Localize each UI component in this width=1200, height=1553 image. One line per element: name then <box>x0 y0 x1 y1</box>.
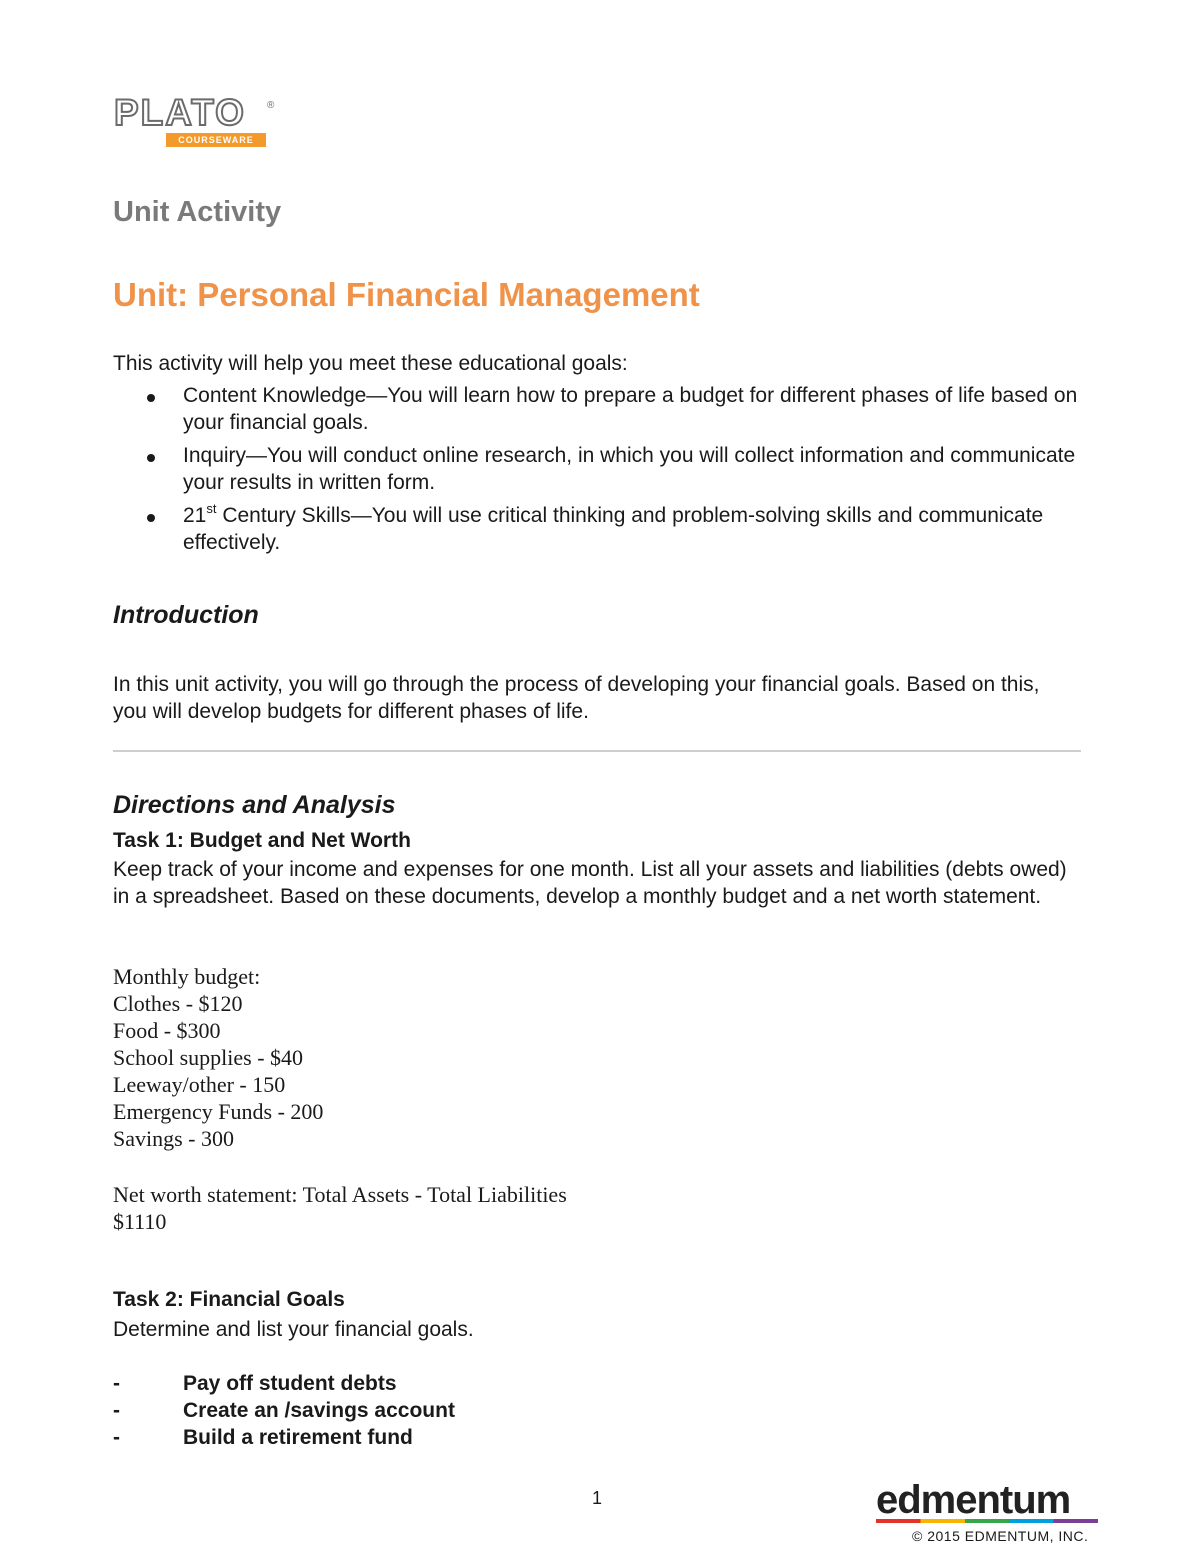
financial-goal-text: Pay off student debts <box>183 1372 397 1395</box>
section-heading: Unit Activity <box>113 196 282 228</box>
budget-item: Food - $300 <box>113 1018 221 1043</box>
plato-logo <box>114 92 276 150</box>
page-number: 1 <box>592 1488 603 1508</box>
goals-list <box>143 382 1083 562</box>
financial-goals-list <box>113 1370 455 1451</box>
task1-description: Keep track of your income and expenses for one month. List all your assets and liabilities (debts owed) in a spreadsheet. Based on these documents, develop a monthly budget and a net worth statement. <box>113 858 1067 908</box>
networth-label: Net worth statement: Total Assets - Total Liabilities <box>113 1182 567 1207</box>
goal-text: Inquiry—You will conduct online research, in which you will collect information and communicate your results in written form. <box>183 444 1076 494</box>
budget-item: School supplies - $40 <box>113 1045 304 1070</box>
copyright: © 2015 EDMENTUM, INC. <box>912 1528 1089 1544</box>
goal-superscript: st <box>206 501 217 516</box>
registered-mark: ® <box>267 100 275 111</box>
goals-intro: This activity will help you meet these educational goals: <box>113 352 628 375</box>
logo-wordmark: PLATO <box>114 92 246 133</box>
financial-goal-item <box>113 1397 455 1424</box>
logo-badge: COURSEWARE <box>166 133 266 147</box>
task2-title: Task 2: Financial Goals <box>113 1288 345 1311</box>
networth-value: $1110 <box>113 1209 167 1234</box>
goal-item <box>143 382 1083 436</box>
divider <box>113 750 1081 752</box>
edmentum-logo <box>876 1478 1098 1523</box>
introduction-heading: Introduction <box>113 601 259 629</box>
task1-title: Task 1: Budget and Net Worth <box>113 829 411 852</box>
goal-item <box>143 502 1083 556</box>
budget-item: Emergency Funds - 200 <box>113 1099 324 1124</box>
bullet-icon <box>147 454 155 462</box>
introduction-text: In this unit activity, you will go through the process of developing your financial goals. Based on this, you will develop budgets for different phases of life. <box>113 673 1040 723</box>
goal-text: Century Skills—You will use critical thinking and problem-solving skills and communicate effectively. <box>183 504 1044 554</box>
goal-text: Content Knowledge—You will learn how to prepare a budget for different phases of life based on your financial goals. <box>183 384 1078 434</box>
net-worth-statement <box>113 1181 567 1235</box>
goal-item <box>143 442 1083 496</box>
dash-icon: - <box>113 1399 120 1422</box>
budget-item: Savings - 300 <box>113 1126 234 1151</box>
bullet-icon <box>147 514 155 522</box>
unit-title: Unit: Personal Financial Management <box>113 276 700 313</box>
directions-heading: Directions and Analysis <box>113 791 396 819</box>
bullet-icon <box>147 394 155 402</box>
dash-icon: - <box>113 1372 120 1395</box>
financial-goal-text: Create an /savings account <box>183 1399 455 1422</box>
budget-item: Clothes - $120 <box>113 991 243 1016</box>
financial-goal-item <box>113 1424 455 1451</box>
financial-goal-item <box>113 1370 455 1397</box>
goal-prefix: 21 <box>183 504 207 527</box>
task2-description: Determine and list your financial goals. <box>113 1318 474 1341</box>
monthly-budget <box>113 963 323 1152</box>
budget-heading: Monthly budget: <box>113 964 261 989</box>
financial-goal-text: Build a retirement fund <box>183 1426 413 1449</box>
budget-item: Leeway/other - 150 <box>113 1072 286 1097</box>
dash-icon: - <box>113 1426 120 1449</box>
edmentum-wordmark: edmentum <box>876 1478 1071 1522</box>
